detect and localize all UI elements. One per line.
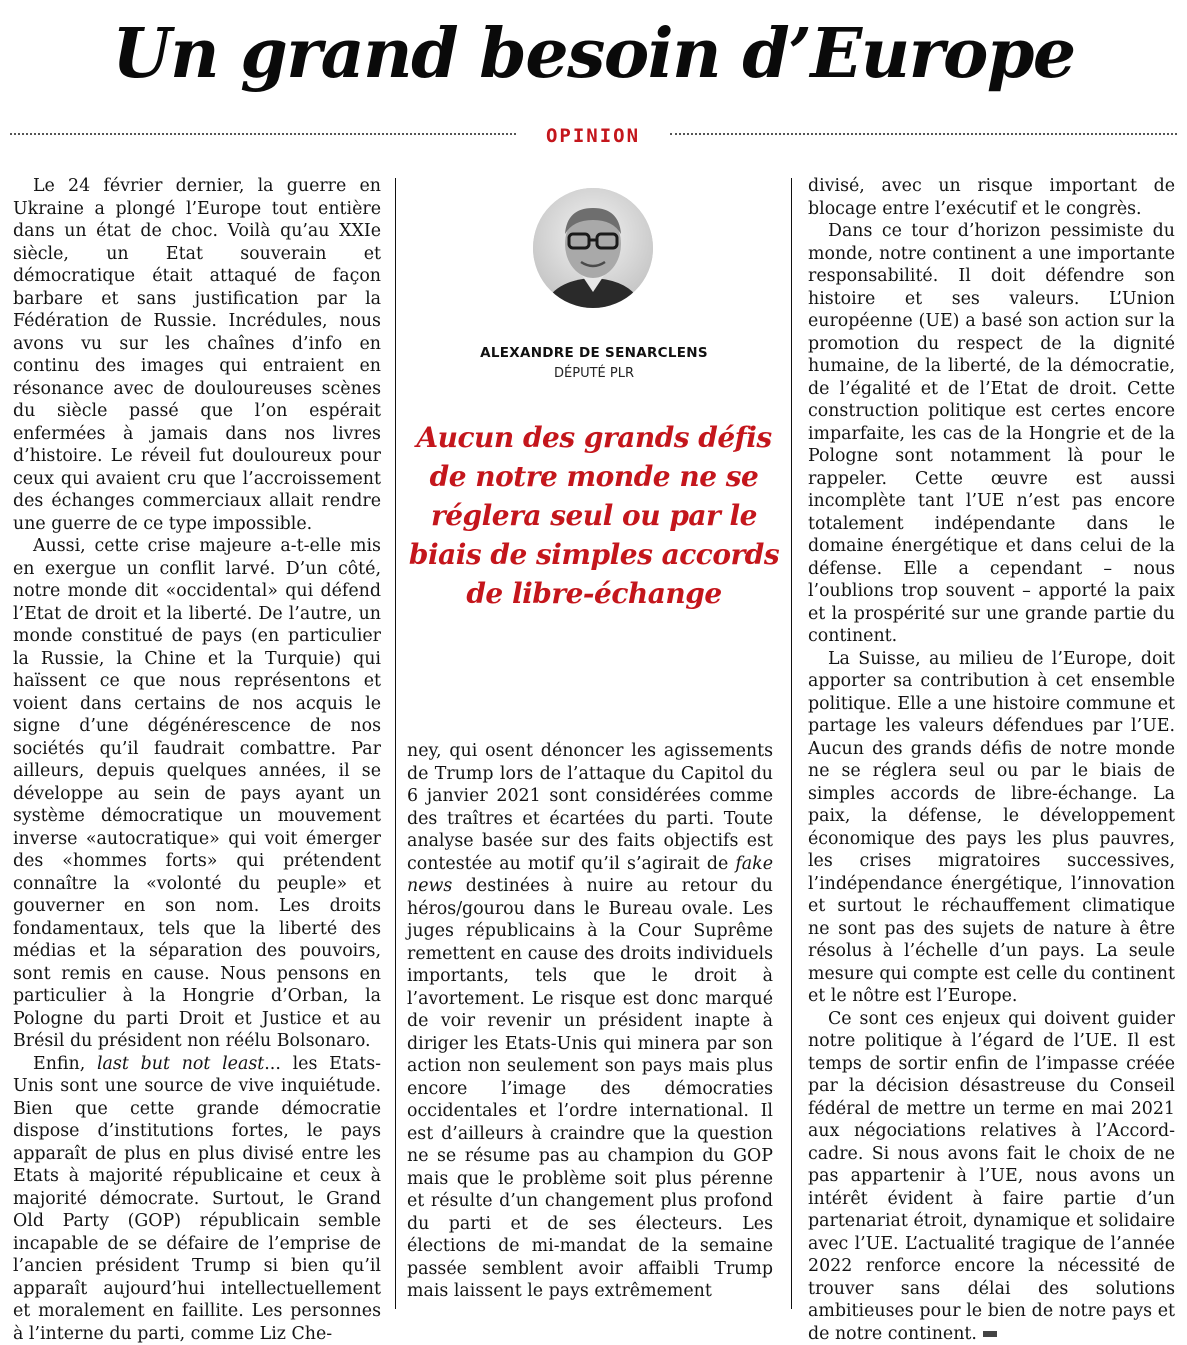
emphasis: last but not least xyxy=(97,1054,264,1074)
section-label: OPINION xyxy=(516,123,670,149)
paragraph: Enfin, last but not least... les Etats-Unis sont une source de vive inquiétude. Bien que cette grande démocratie dispose d’institutions fortes, le pays apparaît de plus en plus divisé entre les Etats à majorité républicaine et ceux à majorité démocrate. Surtout, le Grand Old Party (GOP) républicain semble incapable de se défaire de l’emprise de l’ancien président Trump si bien qu’il apparaît aujourd’hui intellectuellement et moralement en faillite. Les personnes à l’interne du parti, comme Liz Che- xyxy=(13,1053,381,1345)
paragraph: Aussi, cette crise majeure a-t-elle mis en exergue un conflit larvé. D’un côté, notre monde dit «occidental» qui défend l’Etat de droit et la liberté. De l’autre, un monde constitué de pays (en particulier la Russie, la Chine et la Turquie) qui haïssent ce que nous représentons et voient dans certains de nos acquis le signe d’une dégénérescence de nos sociétés qu’il faudrait combattre. Par ailleurs, depuis quelques années, il se développe au sein de pays ayant un système démocratique un mouvement inverse «autocratique» qui voit émerger des «hommes forts» qui prétendent connaître la «volonté du peuple» et gouverner en son nom. Les droits fondamentaux, tels que la liberté des médias et la séparation des pouvoirs, sont remis en cause. Nous pensons en particulier à la Hongrie d’Orban, la Pologne du parti Droit et Justice et au Brésil du président non réélu Bolsonaro. xyxy=(13,535,381,1053)
end-mark-icon xyxy=(983,1331,997,1337)
paragraph: La Suisse, au milieu de l’Europe, doit apporter sa contribution à cet ensemble politique. Elle a une histoire commune et partage les valeurs défendues par l’UE. Aucun des grands défis de notre monde ne se réglera seul ou par le biais de simples accords de libre-échange. La paix, la défense, le développement économique des pays les plus pauvres, les crises migratoires successives, l’indépendance énergétique, l’innovation et surtout le réchauffement climatique ne sont pas des sujets de nature à être résolus à l’échelle d’un pays. La seule mesure qui compte est celle du continent et le nôtre est l’Europe. xyxy=(808,648,1175,1008)
section-rule-right xyxy=(670,133,1177,135)
section-rule-left xyxy=(10,133,516,135)
article-column-2 xyxy=(407,740,773,1303)
column-divider-2 xyxy=(791,178,792,1309)
paragraph: Dans ce tour d’horizon pessimiste du monde, notre continent a une importante responsabilité. Il doit défendre son histoire et ses valeurs. L’Union européenne (UE) a basé son action sur la promotion du respect de la dignité humaine, de la liberté, de la démocratie, de l’égalité et de l’Etat de droit. Cette construction politique est certes encore imparfaite, les cas de la Hongrie et de la Pologne sont notamment là pour le rappeler. Cette œuvre est aussi incomplète tant l’UE n’est pas encore totalement indépendante dans le domaine énergétique et dans celui de la défense. Elle a cependant – nous l’oublions trop souvent – apporté la paix et la prospérité sur une grande partie du continent. xyxy=(808,220,1175,648)
author-name: ALEXANDRE DE SENARCLENS xyxy=(400,345,788,361)
headline: Un grand besoin d’Europe xyxy=(0,8,1187,100)
paragraph: Ce sont ces enjeux qui doivent guider notre politique à l’égard de l’UE. Il est temps de sortir enfin de l’impasse créée par la décision désastreuse du Conseil fédéral de mettre un terme en mai 2021 aux négociations relatives à l’Accord-cadre. Si nous avons fait le choix de ne pas appartenir à l’UE, nous avons un intérêt évident à faire partie d’un partenariat étroit, dynamique et solidaire avec l’UE. L’actualité tragique de l’année 2022 renforce encore la nécessité de trouver sans délai des solutions ambitieuses pour le bien de notre pays et de notre continent. xyxy=(808,1008,1175,1345)
column-divider-1 xyxy=(395,178,396,1309)
article-column-3 xyxy=(808,175,1175,1345)
emphasis: fake news xyxy=(407,854,773,897)
article-column-1 xyxy=(13,175,381,1345)
paragraph: divisé, avec un risque important de blocage entre l’exécutif et le congrès. xyxy=(808,175,1175,220)
paragraph: Le 24 février dernier, la guerre en Ukraine a plongé l’Europe tout entière dans un état de choc. Voilà qu’au XXIe siècle, un Etat souverain et démocratique était attaqué de façon barbare et sans justification par la Fédération de Russie. Incrédules, nous avons vu sur les chaînes d’info en continu des images qui entraient en résonance avec de douloureuses scènes du siècle passé que l’on espérait enfermées à jamais dans nos livres d’histoire. Le réveil fut douloureux pour ceux qui avaient cru que l’accroissement des échanges commerciaux allait rendre une guerre de ce type impossible. xyxy=(13,175,381,535)
author-role: DÉPUTÉ PLR xyxy=(400,366,788,381)
paragraph: ney, qui osent dénoncer les agissements de Trump lors de l’attaque du Capitol du 6 janvier 2021 sont considérées comme des traîtres et écartées du parti. Toute analyse basée sur des faits objectifs est contestée au motif qu’il s’agirait de fake news destinées à nuire au retour du héros/gourou dans le Bureau ovale. Les juges républicains à la Cour Suprême remettent en cause des droits individuels importants, tels que le droit à l’avortement. Le risque est donc marqué de voir revenir un président inapte à diriger les Etats-Unis qui minera par son action non seulement son pays mais plus encore l’image des démocraties occidentales et l’ordre international. Il est d’ailleurs à craindre que la question ne se résume pas au champion du GOP mais que le problème soit plus pérenne et résulte d’un changement plus profond du parti et de ses électeurs. Les élections de mi-mandat de la semaine passée semblent avoir affaibli Trump mais laissent le pays extrêmement xyxy=(407,740,773,1303)
author-photo xyxy=(533,188,653,308)
pull-quote: Aucun des grands défis de notre monde ne se réglera seul ou par le biais de simples accords de libre-échange xyxy=(405,418,783,613)
